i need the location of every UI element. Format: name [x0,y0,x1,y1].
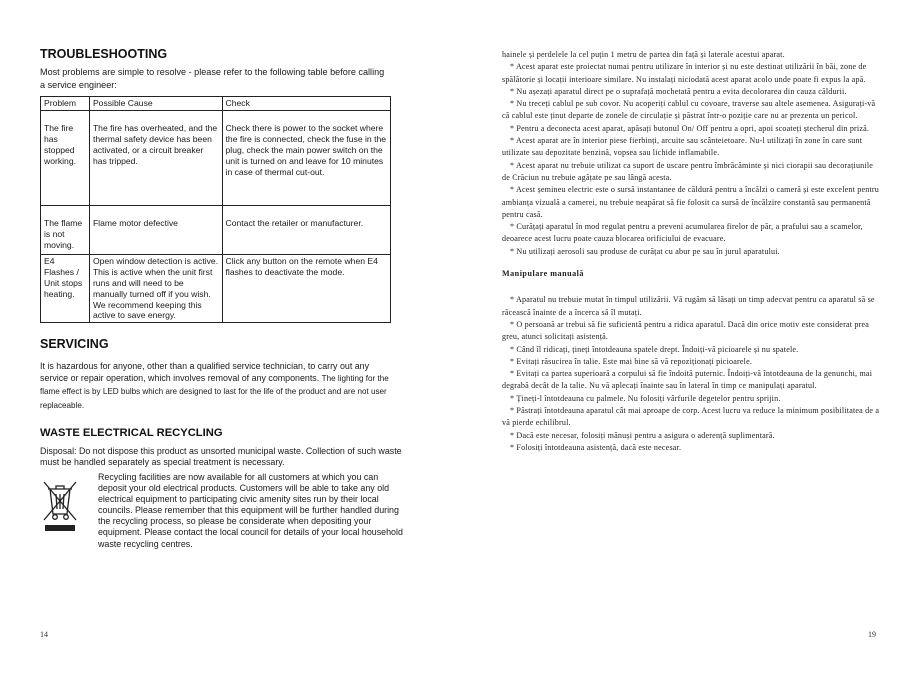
paragraph: hainele și perdelele la cel puțin 1 metru de partea din față și laterale acestui aparat. [502,50,785,59]
paragraph: * Pentru a deconecta acest aparat, apăsați butonul On/ Off pentru a opri, apoi scoateți ștecherul din priză. [510,123,870,133]
column-header: Check [222,97,390,111]
paragraph: * Acest șemineu electric este o sursă instantanee de căldură pentru a încălzi o cameră și este excelent pentru ambianța vizuală a camerei, nu trebuie neapărat să fie folosit ca sursă de încălzire constantă sau permanentă pentru casă. [502,185,880,219]
table-cell: The flame is not moving. [41,205,90,254]
table-row [41,254,391,322]
table-cell: Flame motor defective [89,205,222,254]
paragraph: * Acest aparat are în interior piese fierbinți, arcuite sau scânteietoare. Nu-l utilizați în zone în care sunt utilizate sau depozitate benzină, vopsea sau lichide inflamabile. [502,136,863,158]
paragraph: * Folosiți întotdeauna asistență, dacă este necesar. [510,442,682,452]
paragraph: * Țineți-l întotdeauna cu palmele. Nu folosiți vârfurile degetelor pentru sprijin. [510,393,781,403]
table-cell: The fire has overheated, and the thermal safety device has been activated, or a circuit breaker has tripped. [89,110,222,205]
paragraph: * Aparatul nu trebuie mutat în timpul utilizării. Vă rugăm să lăsați un timp adecvat pentru ca aparatul să se răcească înainte de a încerca să îl mutați. [502,295,875,317]
servicing-small-text: The lighting for the flame effect is by LED bulbs which are designed to last for the life of the product and are not user replaceable. [40,374,389,410]
troubleshooting-heading: TROUBLESHOOTING [40,47,168,61]
paragraph: * Curățați aparatul în mod regulat pentru a preveni acumularea firelor de păr, a prafului sau a scamelor, deoarece acest lucru poate cauza blocarea orificiului de evacuare. [502,222,863,244]
table-cell: Open window detection is active. This is active when the unit first runs and will need to be manually turned off if you wish. We recommend keeping this active to save energy. [89,254,222,322]
paragraph: * Nu așezați aparatul direct pe o suprafață mochetată pentru a evita decolorarea din cauza căldurii. [510,86,847,96]
paragraph: * O persoană ar trebui să fie suficientă pentru a ridica aparatul. Dacă din orice motiv este considerat prea greu, atunci solicitați asistență. [502,319,870,342]
troubleshooting-intro: Most problems are simple to resolve - please refer to the following table before calling a service engineer: [40,67,385,90]
right-page-text [502,49,880,454]
table-cell: E4 Flashes / Unit stops heating. [41,254,90,322]
column-header: Problem [41,97,90,111]
page-number-right: 19 [868,630,876,639]
table-cell: Check there is power to the socket where the fire is connected, check the fuse in the plug, check the main power switch on the unit is turned on and leave for 10 minutes in case of thermal cut-out. [222,110,390,205]
troubleshooting-table [40,96,391,323]
paragraph: * Nu treceți cablul pe sub covor. Nu acoperiți cablul cu covoare, traverse sau altele asemenea. Asigurați-vă că cablul este ținut departe de zonele de circulație și păstrat într-o poziție care nu ar prezenta un pericol. [502,99,876,121]
column-header: Possible Cause [89,97,222,111]
servicing-heading: SERVICING [40,337,109,351]
crossed-out-wheelie-bin-icon [42,480,78,532]
paragraph: * Dacă este necesar, folosiți mănuși pentru a asigura o aderență suplimentară. [510,430,775,440]
recycling-heading: WASTE ELECTRICAL RECYCLING [40,427,223,439]
table-header-row [41,97,391,111]
servicing-main-text: It is hazardous for anyone, other than a qualified service technician, to carry out any service or repair operation, which involves removal of any components. [40,361,370,384]
table-cell: Click any button on the remote when E4 flashes to deactivate the mode. [222,254,390,322]
paragraph: * Nu utilizați aerosoli sau produse de curățat cu abur pe sau în jurul aparatului. [510,246,780,256]
page-number-left: 14 [40,630,48,639]
recycling-text: Recycling facilities are now available for all customers at which you can deposit your old electrical products. Customers will be able to take any old electrical equipment to participating civic amenity sites run by their local councils. Please remember that this equipment will be further handled during the recycling process, so please be considerate when depositing your equipment. Please contact the local council for details of your local household waste recycling centres. [98,472,403,549]
paragraph: * Acest aparat nu trebuie utilizat ca suport de uscare pentru îmbrăcăminte și nici ciorapii sau decorațiunile de Crăciun nu trebuie agățate pe sau lângă acesta. [502,160,874,182]
recycling-disposal: Disposal: Do not dispose this product as unsorted municipal waste. Collection of such waste must be handled separately as special treatment is necessary. [40,446,402,468]
paragraph: * Când îl ridicați, țineți întotdeauna spatele drept. Îndoiți-vă picioarele și nu spatele. [510,344,799,354]
table-row [41,205,391,254]
paragraph: * Evitați răsucirea în talie. Este mai bine să vă repoziționați picioarele. [510,356,753,366]
servicing-text [40,360,396,412]
manual-handling-heading: Manipulare manuală [502,269,584,279]
paragraph: * Evitați ca partea superioară a corpului să fie îndoită puternic. Îndoiți-vă întotdeauna de la genunchi, mai degrabă decât de la talie. Nu vă aplecați înainte sau în lateral în timp ce manipulați aparatul. [502,369,873,391]
table-row [41,110,391,205]
paragraph: * Păstrați întotdeauna aparatul cât mai aproape de corp. Acest lucru va reduce la minimum posibilitatea de a vă pierde echilibrul. [502,406,880,428]
table-cell: The fire has stopped working. [41,110,90,205]
table-cell: Contact the retailer or manufacturer. [222,205,390,254]
paragraph: * Acest aparat este proiectat numai pentru utilizare în interior și nu este destinat utilizării în băi, zone de spălătorie și locații interioare similare. Nu instalați niciodată acest aparat acolo unde poate fi expus la apă. [502,62,867,84]
